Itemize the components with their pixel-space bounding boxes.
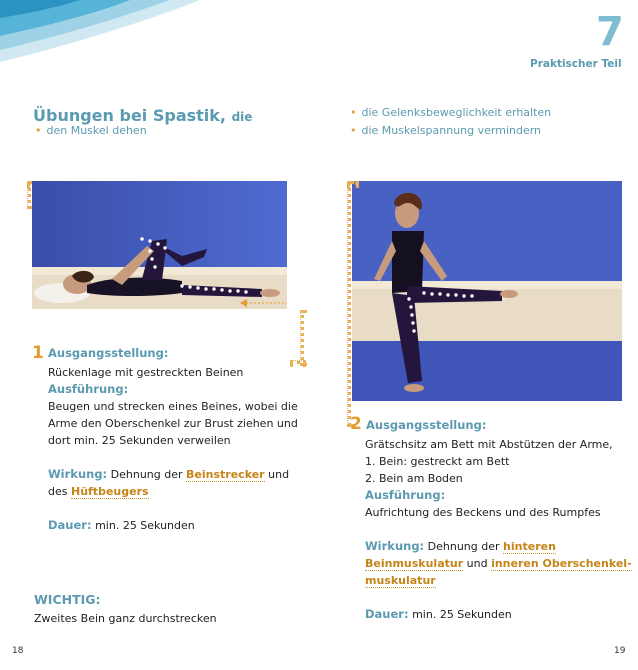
exercise1-start-text: Rückenlage mit gestreckten Beinen bbox=[48, 366, 244, 379]
duration-text: min. 25 Sekunden bbox=[412, 608, 512, 621]
duration-label: Dauer: bbox=[48, 518, 92, 532]
effect-highlight: inneren Oberschenkel- bbox=[491, 557, 632, 570]
effect-text: des bbox=[48, 485, 68, 498]
exercise1-duration bbox=[48, 517, 298, 534]
duration-label: Dauer: bbox=[365, 607, 409, 621]
exercise2-start-line-1: Grätschsitz am Bett mit Abstützen der Arme, bbox=[365, 438, 613, 451]
duration-text: min. 25 Sekunden bbox=[95, 519, 195, 532]
effect-highlight: Beinstrecker bbox=[186, 468, 265, 481]
guide-line-right-vertical bbox=[347, 181, 351, 427]
chapter-number: 7 bbox=[596, 9, 624, 55]
header-wave-decoration bbox=[0, 0, 220, 70]
exercise2-effect bbox=[365, 538, 635, 555]
exercise2-photo bbox=[352, 181, 622, 401]
bullet-right-1: • die Gelenksbeweglichkeit erhalten bbox=[350, 106, 552, 119]
chapter-label: Praktischer Teil bbox=[530, 58, 622, 70]
bullet-right-2: • die Muskelspannung vermindern bbox=[350, 124, 542, 137]
important-label: WICHTIG: bbox=[34, 592, 101, 607]
bullet-text: den Muskel dehen bbox=[46, 124, 147, 137]
exercise2-start-label: Ausgangsstellung: bbox=[366, 418, 487, 432]
bullet-text: die Muskelspannung vermindern bbox=[361, 124, 542, 137]
bullet-text: die Gelenksbeweglichkeit erhalten bbox=[361, 106, 552, 119]
exercise2-number: 2 bbox=[350, 414, 362, 434]
exercise1-start-label: Ausgangsstellung: bbox=[48, 346, 169, 360]
exercise1-photo bbox=[32, 181, 287, 309]
guide-line-left-vertical bbox=[27, 181, 31, 209]
exercise2-text bbox=[365, 436, 635, 623]
important-text: Zweites Bein ganz durchstrecken bbox=[34, 612, 217, 625]
title-suffix: die bbox=[231, 110, 253, 124]
effect-highlight: Beinmuskulatur bbox=[365, 557, 464, 570]
effect-text: und bbox=[268, 468, 290, 481]
exercise1-effect-label: Wirkung: bbox=[48, 467, 108, 481]
guide-line-right-top bbox=[347, 181, 359, 185]
effect-highlight: Hüftbeugers bbox=[70, 485, 149, 498]
bullet-left-1: • den Muskel dehen bbox=[35, 124, 147, 137]
page-number-right: 19 bbox=[614, 646, 626, 656]
exercise2-effect-label: Wirkung: bbox=[365, 539, 425, 553]
exercise1-exec-label: Ausführung: bbox=[48, 382, 129, 396]
guide-line-left-connector bbox=[300, 310, 304, 366]
exercise2-exec-label: Ausführung: bbox=[365, 488, 446, 502]
title-main: Übungen bei Spastik, bbox=[33, 106, 226, 125]
exercise1-text bbox=[48, 364, 298, 534]
exercise1-exec-line-3: dort min. 25 Sekunden verweilen bbox=[48, 434, 231, 447]
exercise2-duration bbox=[365, 606, 635, 623]
effect-highlight: hinteren bbox=[503, 540, 556, 553]
effect-highlight: muskulatur bbox=[365, 574, 436, 587]
exercise2-exec-text: Aufrichtung des Beckens und des Rumpfes bbox=[365, 506, 601, 519]
exercise2-start-line-3: 2. Bein am Boden bbox=[365, 472, 463, 485]
effect-text: und bbox=[466, 557, 488, 570]
effect-text: Dehnung der bbox=[110, 468, 183, 481]
exercise1-exec-line-1: Beugen und strecken eines Beines, wobei die bbox=[48, 400, 298, 413]
page-number-left: 18 bbox=[12, 646, 24, 656]
exercise2-start-line-2: 1. Bein: gestreckt am Bett bbox=[365, 455, 510, 468]
effect-text: Dehnung der bbox=[427, 540, 500, 553]
exercise1-number: 1 bbox=[32, 343, 44, 363]
exercise1-exec-line-2: Arme den Oberschenkel zur Brust ziehen und bbox=[48, 417, 298, 430]
exercise1-effect bbox=[48, 466, 298, 483]
page-title bbox=[33, 106, 252, 125]
